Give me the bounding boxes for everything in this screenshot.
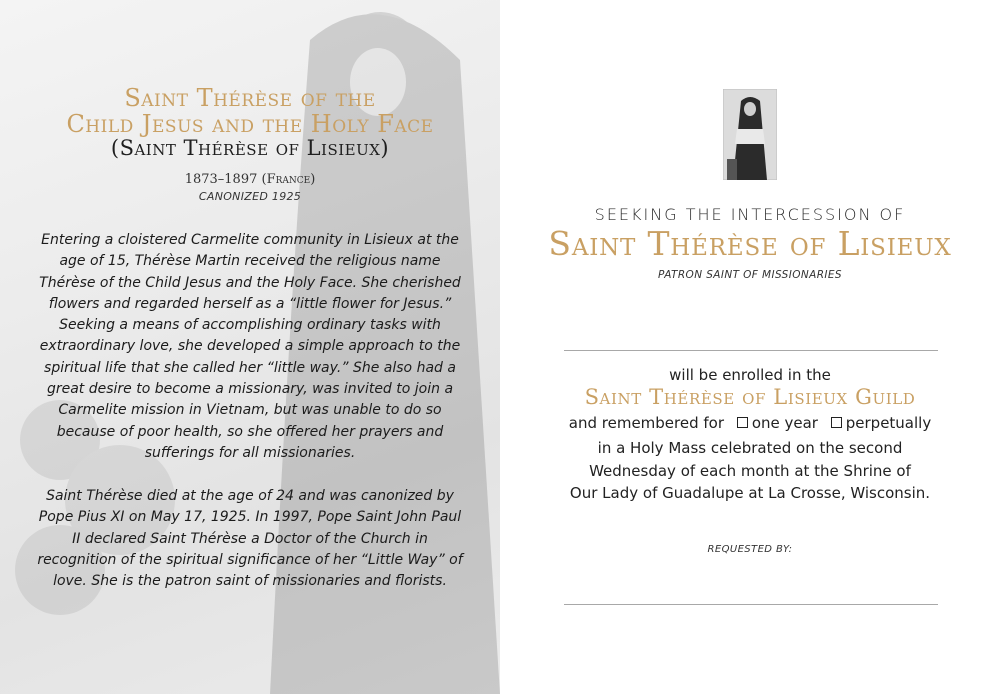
option-one-year-label: one year (751, 414, 818, 432)
mass-line-1: in a Holy Mass celebrated on the second (597, 439, 903, 457)
remembered-for-label: and remembered for (568, 414, 725, 432)
life-dates: 1873–1897 (France) (184, 172, 316, 187)
checkbox-icon[interactable] (831, 417, 842, 428)
biography-paragraph-2: Saint Thérèse died at the age of 24 and was canonized by Pope Pius XI on May 17, 1925. In 1997, Pope Saint John Paul II declared Saint Thérèse a Doctor of the Church in recognition of the spiritual significance of her “Little Way” of love. She is the patron saint of missionaries and florists. (37, 488, 463, 590)
saint-name-heading: Saint Thérèse of Lisieux (548, 224, 952, 263)
seeking-intercession-heading: SEEKING THE INTERCESSION OF (594, 205, 906, 224)
title-line-1: Saint Thérèse of the (124, 84, 376, 112)
title-line-2: Child Jesus and the Holy Face (66, 110, 434, 138)
requested-by-entry-line[interactable] (564, 604, 938, 605)
title-subtitle: (Saint Thérèse of Lisieux) (110, 136, 390, 160)
option-perpetually-label: perpetually (845, 414, 932, 432)
mass-line-3: Our Lady of Guadalupe at La Crosse, Wisconsin. (569, 484, 931, 502)
biography-paragraph-1: Entering a cloistered Carmelite community in Lisieux at the age of 15, Thérèse Martin received the religious name Thérèse of the Child Jesus and the Holy Face. She cherished flowers and regarded herself as a “little flower for Jesus.” Seeking a means of accomplishing ordinary tasks with extraordinary love, she developed a simple approach to the spiritual life that she called her “little way.” She also had a great desire to become a missionary, was invited to join a Carmelite mission in Vietnam, but was unable to do so because of poor health, so she offered her prayers and sufferings for all missionaries. (39, 232, 461, 461)
remembered-for-line (500, 414, 1000, 432)
requested-by-label: REQUESTED BY: (707, 544, 793, 555)
enrollment-panel (500, 0, 1000, 694)
patron-subtitle: PATRON SAINT OF MISSIONARIES (658, 269, 842, 281)
mass-line-2: Wednesday of each month at the Shrine of (589, 461, 911, 480)
checkbox-icon[interactable] (737, 417, 748, 428)
enrolled-text: will be enrolled in the (669, 366, 831, 384)
saint-portrait-image (723, 89, 777, 180)
name-entry-line[interactable] (564, 350, 938, 351)
mass-description (500, 437, 1000, 505)
canonized-year: CANONIZED 1925 (198, 190, 302, 203)
guild-name: Saint Thérèse of Lisieux Guild (584, 385, 916, 409)
